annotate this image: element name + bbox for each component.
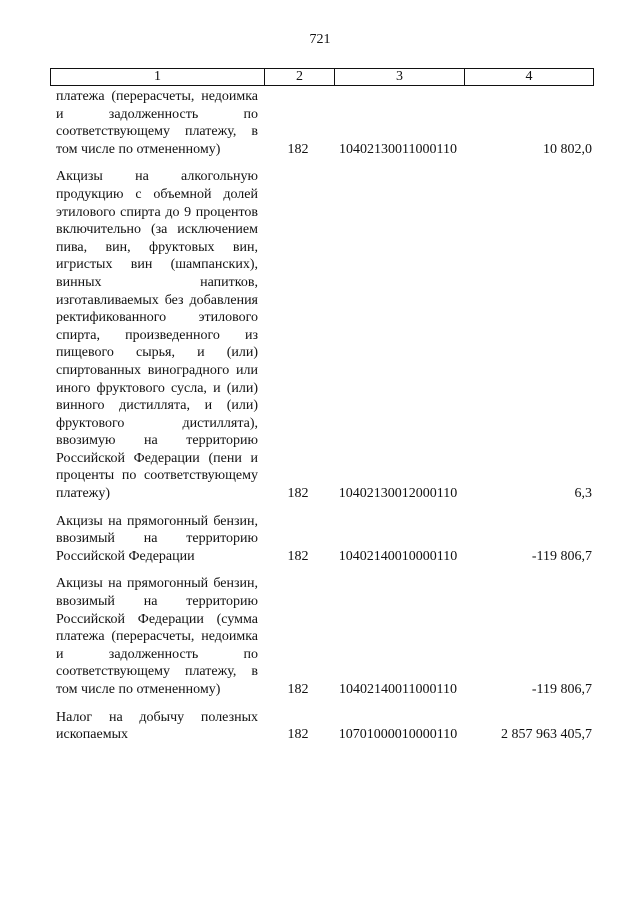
row-kbk: 10402140011000110	[339, 682, 457, 697]
row-amount: -119 806,7	[531, 682, 592, 697]
row-amount: 2 857 963 405,7	[501, 727, 592, 743]
header-col-2: 2	[264, 69, 334, 85]
row-name: Акцизы на прямогонный бензин, ввозимый на территорию Российской Федерации (сумма платежа (перерасчеты, недоимка и задолженность по соответствующему платежу, в том числе по отмененному)	[56, 576, 258, 697]
header-col-4: 4	[464, 69, 593, 85]
page-number: 721	[309, 32, 331, 47]
row-amount: 6,3	[574, 486, 592, 502]
table-row	[50, 513, 594, 566]
table-row	[50, 88, 594, 158]
row-name: Акцизы на алкогольную продукцию с объемной долей этилового спирта до 9 процентов включительно (за исключением пива, вин, фруктовых вин, игристых вин (шампанских), винных напитков, изготавливаемых без добавления ректификованного этилового спирта, произведенного из пищевого сырья, и (или) спиртованных виноградного или иного фруктового сусла, и (или) винного дистиллята, и (или) фруктового дистиллята), ввозимую на территорию Российской Федерации (пени и проценты по соответствующему платежу)	[56, 169, 258, 502]
header-col-1: 1	[154, 69, 161, 84]
row-admin-code: 182	[287, 486, 309, 502]
row-kbk: 10701000010000110	[338, 727, 458, 743]
row-amount: -119 806,7	[531, 548, 592, 564]
table-body	[50, 88, 594, 744]
table-header	[50, 68, 594, 86]
row-name: Акцизы на прямогонный бензин, ввозимый на территорию Российской Федерации	[56, 513, 258, 564]
table-row	[50, 168, 594, 502]
row-amount: 10 802,0	[543, 141, 592, 157]
row-admin-code: 182	[287, 682, 309, 697]
row-admin-code: 182	[287, 141, 309, 157]
row-admin-code: 182	[287, 727, 309, 743]
row-name: Налог на добычу полезных ископаемых	[56, 709, 258, 743]
row-admin-code: 182	[287, 548, 309, 564]
row-kbk: 10402130012000110	[338, 486, 458, 502]
header-col-3: 3	[334, 69, 464, 85]
row-kbk: 10402130011000110	[339, 141, 457, 157]
row-kbk: 10402140010000110	[338, 548, 458, 564]
table-row	[50, 575, 594, 698]
row-name: платежа (перерасчеты, недоимка и задолженность по соответствующему платежу, в том числе по отмененному)	[56, 89, 258, 157]
table-row	[50, 709, 594, 744]
